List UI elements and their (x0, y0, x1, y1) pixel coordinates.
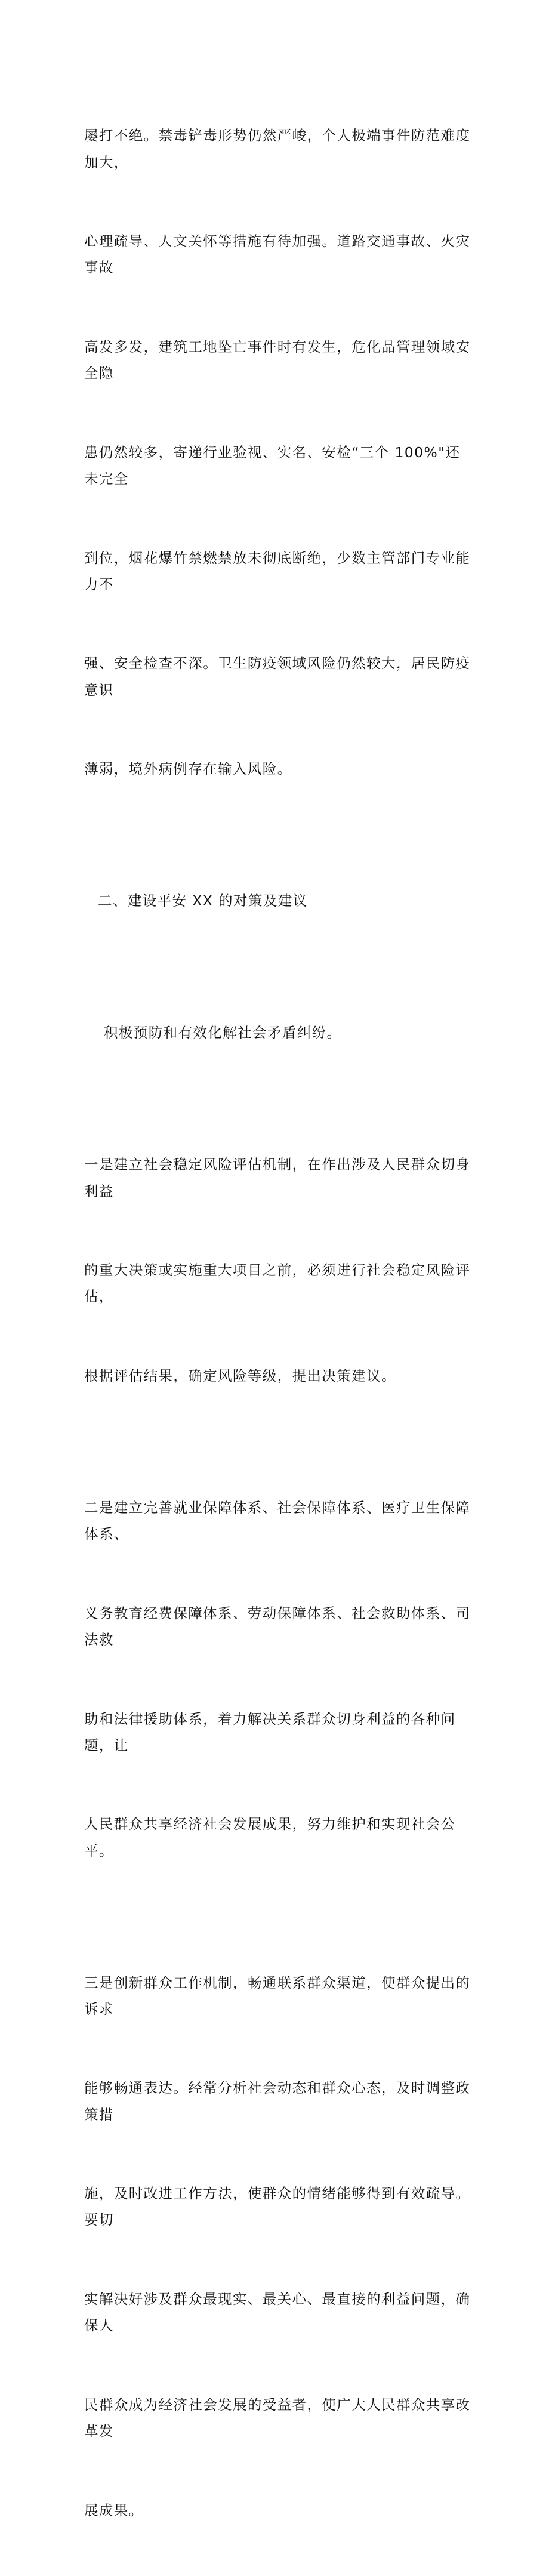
text-line: 的重大决策或实施重大项目之前，必须进行社会稳定风险评估， (84, 1262, 471, 1305)
lead-sentence-text: 积极预防和有效化解社会矛盾纠纷。 (104, 1024, 342, 1042)
text-line: 施，及时改进工作方法，使群众的情绪能够得到有效疏导。要切 (84, 2185, 471, 2229)
paragraph-risk-overview (84, 70, 472, 835)
text-line: 展成果。 (84, 2501, 144, 2519)
section-heading (84, 835, 472, 967)
text-line: 根据评估结果，确定风险等级，提出决策建议。 (84, 1367, 396, 1384)
text-line: 强、安全检查不深。卫生防疫领域风险仍然较大，居民防疫意识 (84, 655, 471, 698)
text-line: 屡打不绝。禁毒铲毒形势仍然严峻，个人极端事件防范难度加大， (84, 127, 471, 171)
paragraph-item-two (84, 1442, 472, 1917)
text-line: 能够畅通表达。经常分析社会动态和群众心态，及时调整政策措 (84, 2079, 471, 2123)
text-line: 三是创新群众工作机制，畅通联系群众渠道，使群众提出的诉求 (84, 1974, 471, 2017)
section-heading-text: 二、建设平安 XX 的对策及建议 (98, 892, 308, 910)
document-body (84, 70, 472, 2576)
text-line: 患仍然较多，寄递行业验视、实名、安检“三个 100%"还未完全 (84, 443, 461, 488)
text-line: 薄弱，境外病例存在输入风险。 (84, 760, 292, 778)
text-line: 一是建立社会稳定风险评估机制，在作出涉及人民群众切身利益 (84, 1156, 471, 1200)
paragraph-item-one (84, 1099, 472, 1442)
text-line: 高发多发，建筑工地坠亡事件时有发生，危化品管理领域安全隐 (84, 338, 471, 382)
paragraph-item-three (84, 1916, 472, 2576)
text-line: 到位，烟花爆竹禁燃禁放未彻底断绝，少数主管部门专业能力不 (84, 549, 471, 593)
text-line: 人民群众共享经济社会发展成果，努力维护和实现社会公平。 (84, 1816, 456, 1859)
text-line: 二是建立完善就业保障体系、社会保障体系、医疗卫生保障体系、 (84, 1499, 471, 1543)
text-line: 民群众成为经济社会发展的受益者，使广大人民群众共享改革发 (84, 2396, 471, 2440)
lead-sentence (84, 967, 472, 1099)
text-line: 心理疏导、人文关怀等措施有待加强。道路交通事故、火灾事故 (84, 233, 471, 276)
text-line: 助和法律援助体系，着力解决关系群众切身利益的各种问题，让 (84, 1710, 456, 1754)
text-line: 义务教育经费保障体系、劳动保障体系、社会救助体系、司法救 (84, 1604, 471, 1648)
text-line: 实解决好涉及群众最现实、最关心、最直接的利益问题，确保人 (84, 2291, 471, 2334)
